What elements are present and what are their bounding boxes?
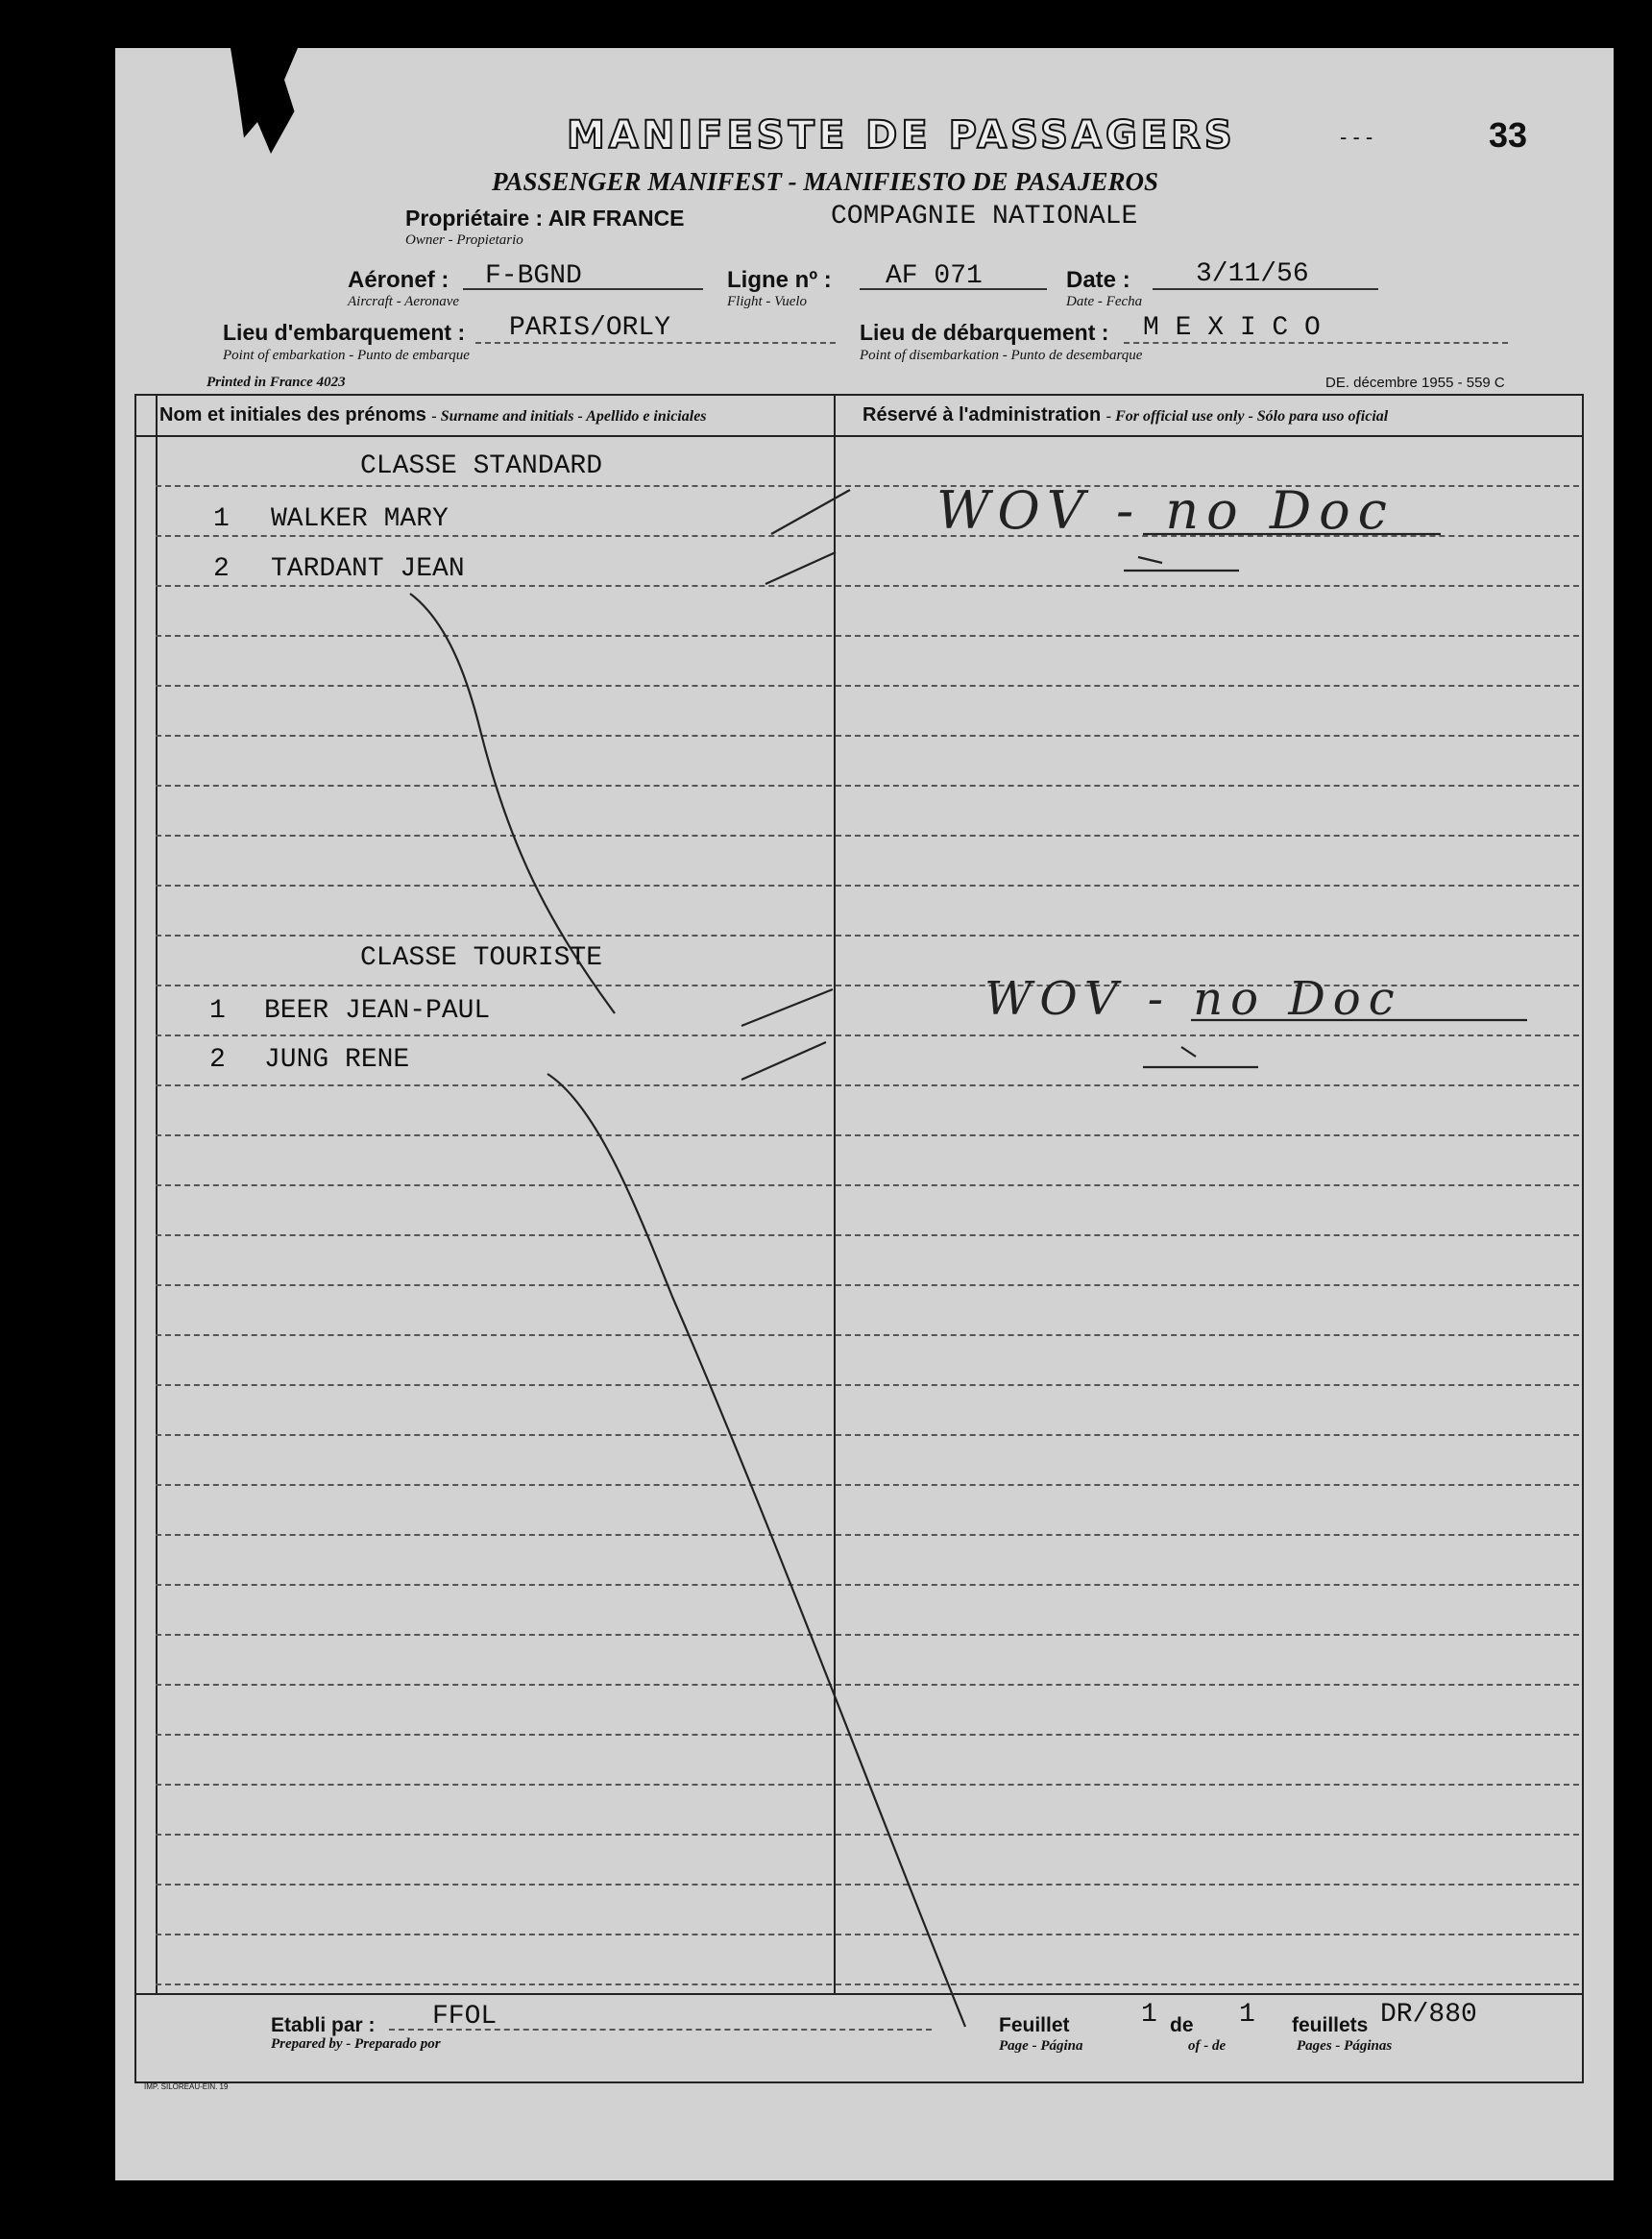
prepared-sub: Prepared by - Preparado por xyxy=(271,2036,441,2052)
header-dashes: - - - xyxy=(1340,125,1373,149)
disembark-value: M E X I C O xyxy=(1143,313,1321,343)
page-number: 33 xyxy=(1489,115,1528,155)
passenger-name: BEER JEAN-PAUL xyxy=(264,996,491,1026)
embark-sub: Point of embarkation - Punto de embarque xyxy=(223,348,470,363)
prepared-value: FFOL xyxy=(432,2002,498,2032)
col2-header-text: Réservé à l'administration xyxy=(862,404,1102,426)
check-stroke xyxy=(765,552,836,584)
passenger-name: JUNG RENE xyxy=(264,1045,410,1075)
printer-mark: IMP. SILOREAU-EIN. 19 xyxy=(144,2082,229,2091)
date-value: 3/11/56 xyxy=(1196,259,1309,289)
handwritten-note: WOV - no Doc xyxy=(936,480,1395,541)
owner-value: COMPAGNIE NATIONALE xyxy=(831,202,1138,231)
passenger-number: 2 xyxy=(209,1045,226,1075)
sheet-value: 1 xyxy=(1141,2000,1157,2030)
col1-header-sub: - Surname and initials - Apellido e iniciales xyxy=(431,408,707,425)
pen-tick xyxy=(1138,557,1162,563)
section-heading-standard: CLASSE STANDARD xyxy=(360,451,603,481)
pages-sub: Pages - Páginas xyxy=(1297,2038,1393,2054)
prepared-label: Etabli par : xyxy=(271,2014,376,2036)
form-code: DE. décembre 1955 - 559 C xyxy=(1325,375,1505,391)
printed-in: Printed in France 4023 xyxy=(206,375,346,390)
check-stroke xyxy=(741,989,833,1026)
col1-header-text: Nom et initiales des prénoms xyxy=(159,404,426,426)
sheets-label: feuillets xyxy=(1292,2014,1369,2036)
reference-code: DR/880 xyxy=(1380,2000,1477,2030)
passenger-number: 2 xyxy=(213,554,230,584)
ditto-stroke xyxy=(547,1074,965,2027)
line-label: Ligne nº : xyxy=(727,267,832,293)
sheet-label: Feuillet xyxy=(999,2014,1070,2036)
line-value: AF 071 xyxy=(886,261,983,291)
passenger-name: WALKER MARY xyxy=(271,504,449,534)
passenger-number: 1 xyxy=(213,504,230,534)
disembark-sub: Point of disembarkation - Punto de desembarque xyxy=(860,348,1143,363)
passenger-number: 1 xyxy=(209,996,226,1026)
line-sub: Flight - Vuelo xyxy=(727,294,808,309)
of-label: de xyxy=(1170,2014,1194,2036)
page-title: MANIFESTE DE PASSAGERS xyxy=(567,113,1236,158)
aircraft-value: F-BGND xyxy=(485,261,582,291)
page-subtitle: PASSENGER MANIFEST - MANIFIESTO DE PASAJEROS xyxy=(492,167,1158,196)
aircraft-label: Aéronef : xyxy=(348,267,449,293)
pen-tick xyxy=(1181,1047,1196,1057)
aircraft-sub: Aircraft - Aeronave xyxy=(348,294,460,309)
disembark-label: Lieu de débarquement : xyxy=(860,320,1109,345)
check-stroke xyxy=(771,490,850,534)
date-label: Date : xyxy=(1066,267,1130,293)
page-sub: Page - Página xyxy=(999,2038,1083,2054)
embark-value: PARIS/ORLY xyxy=(509,313,671,343)
check-stroke xyxy=(741,1042,826,1080)
of-value: 1 xyxy=(1239,2000,1255,2030)
col2-header-sub: - For official use only - Sólo para uso oficial xyxy=(1105,408,1389,425)
ditto-stroke xyxy=(410,594,615,1013)
owner-sub: Owner - Propietario xyxy=(405,232,523,248)
section-heading-touriste: CLASSE TOURISTE xyxy=(360,943,603,973)
passenger-name: TARDANT JEAN xyxy=(271,554,465,584)
handwritten-note: WOV - no Doc xyxy=(984,972,1402,1026)
embark-label: Lieu d'embarquement : xyxy=(223,320,466,345)
owner-label: Propriétaire : AIR FRANCE xyxy=(405,206,685,231)
of-sub: of - de xyxy=(1188,2038,1227,2054)
date-sub: Date - Fecha xyxy=(1066,294,1143,309)
